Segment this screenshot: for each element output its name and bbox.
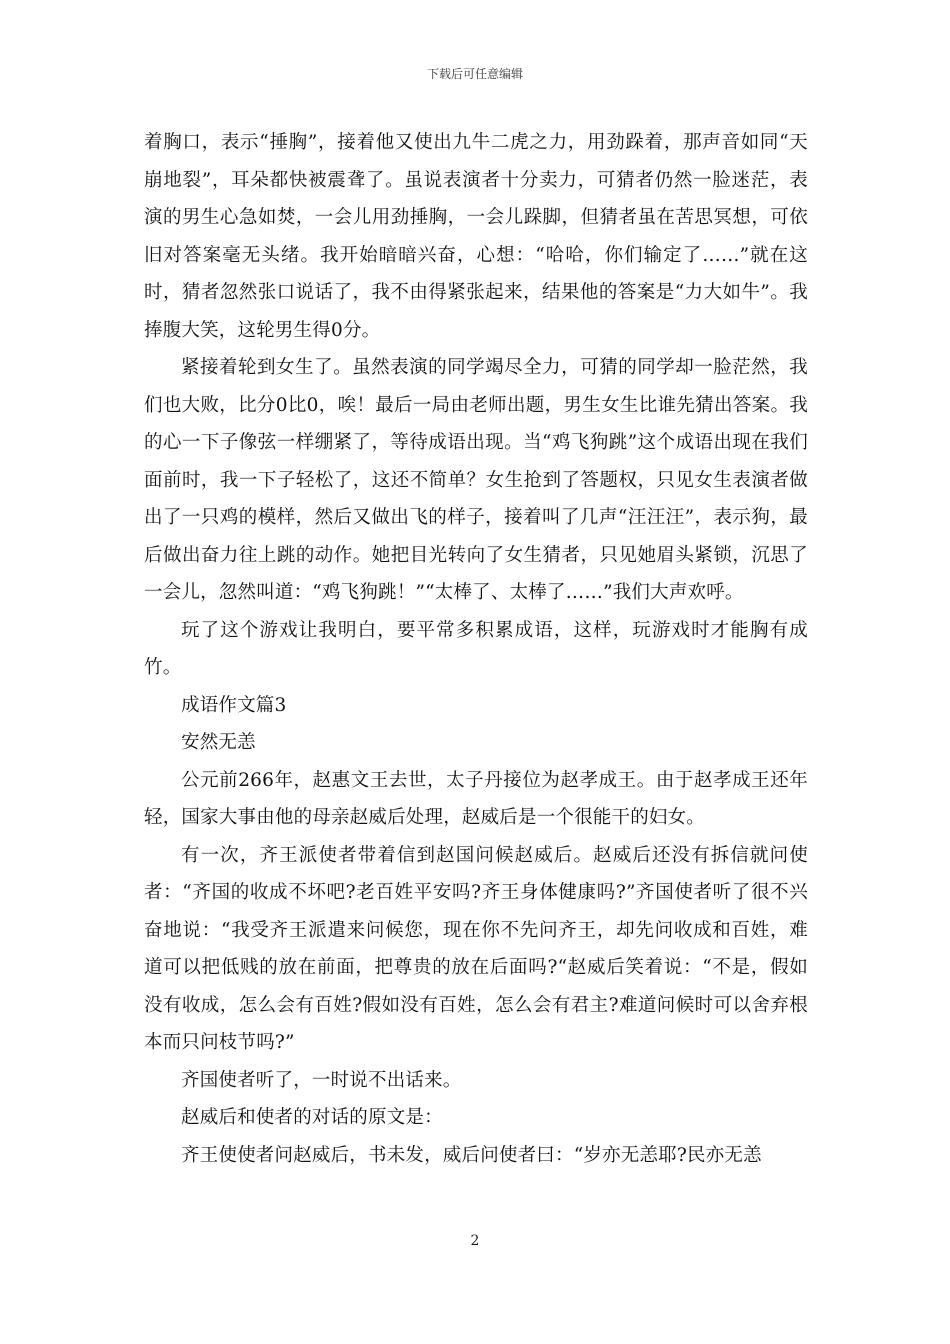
paragraph: 赵威后和使者的对话的原文是： [181, 1107, 443, 1128]
page-number: 2 [470, 1233, 480, 1249]
paragraph: 着胸口，表示“捶胸”，接着他又使出九牛二虎之力，用劲跺着，那声音如同“天崩地裂”，耳朵都快被震聋了。虽说表演者十分卖力，可猜者仍然一脸迷茫，表演的男生心急如焚，一会儿用劲捶胸，一会儿跺脚，但猜者虽在苦思冥想，可依旧对答案毫无头绪。我开始暗暗兴奋，心想：“哈哈，你们输定了……”就在这时，猜者忽然张口说话了，我不由得紧张起来，结果他的答案是“力大如牛”。我捧腹大笑，这轮男生得0分。 [144, 132, 808, 341]
paragraph: 玩了这个游戏让我明白，要平常多积累成语，这样，玩游戏时才能胸有成竹。 [144, 619, 808, 678]
paragraph: 齐国使者听了，一时说不出话来。 [181, 1069, 462, 1091]
page-header: 下载后可任意编辑 [426, 67, 523, 81]
section-heading: 成语作文篇3 [181, 694, 287, 716]
paragraph: 有一次，齐王派使者带着信到赵国问候赵威后。赵威后还没有拆信就问使者：“齐国的收成不坏吧?老百姓平安吗?齐王身体健康吗?”齐国使者听了很不兴奋地说：“我受齐王派遣来问候您，现在你不先问齐王，却先问收成和百姓，难道可以把低贱的放在前面，把尊贵的放在后面吗?“赵威后笑着说：“不是，假如没有收成，怎么会有百姓?假如没有百姓，怎么会有君主?难道问候时可以舍弃根本而只问枝节吗?” [144, 844, 808, 1053]
paragraph: 公元前266年，赵惠文王去世，太子丹接位为赵孝成王。由于赵孝成王还年轻，国家大事由他的母亲赵威后处理，赵威后是一个很能干的妇女。 [144, 769, 808, 828]
paragraph: 齐王使使者问赵威后，书未发，威后问使者曰：“岁亦无恙耶?民亦无恙 [181, 1144, 762, 1166]
paragraph: 紧接着轮到女生了。虽然表演的同学竭尽全力，可猜的同学却一脸茫然，我们也大败，比分0比0，唉！最后一局由老师出题，男生女生比谁先猜出答案。我的心一下子像弦一样绷紧了，等待成语出现。当“鸡飞狗跳”这个成语出现在我们面前时，我一下子轻松了，这还不简单？女生抢到了答题权，只见女生表演者做出了一只鸡的模样，然后又做出飞的样子，接着叫了几声“汪汪汪”，表示狗，最后做出奋力往上跳的动作。她把目光转向了女生猜者，只见她眉头紧锁，沉思了一会儿，忽然叫道：“鸡飞狗跳！”“太棒了、太棒了……”我们大声欢呼。 [144, 357, 808, 603]
article-title: 安然无恙 [181, 732, 256, 753]
document-body [144, 124, 808, 1174]
